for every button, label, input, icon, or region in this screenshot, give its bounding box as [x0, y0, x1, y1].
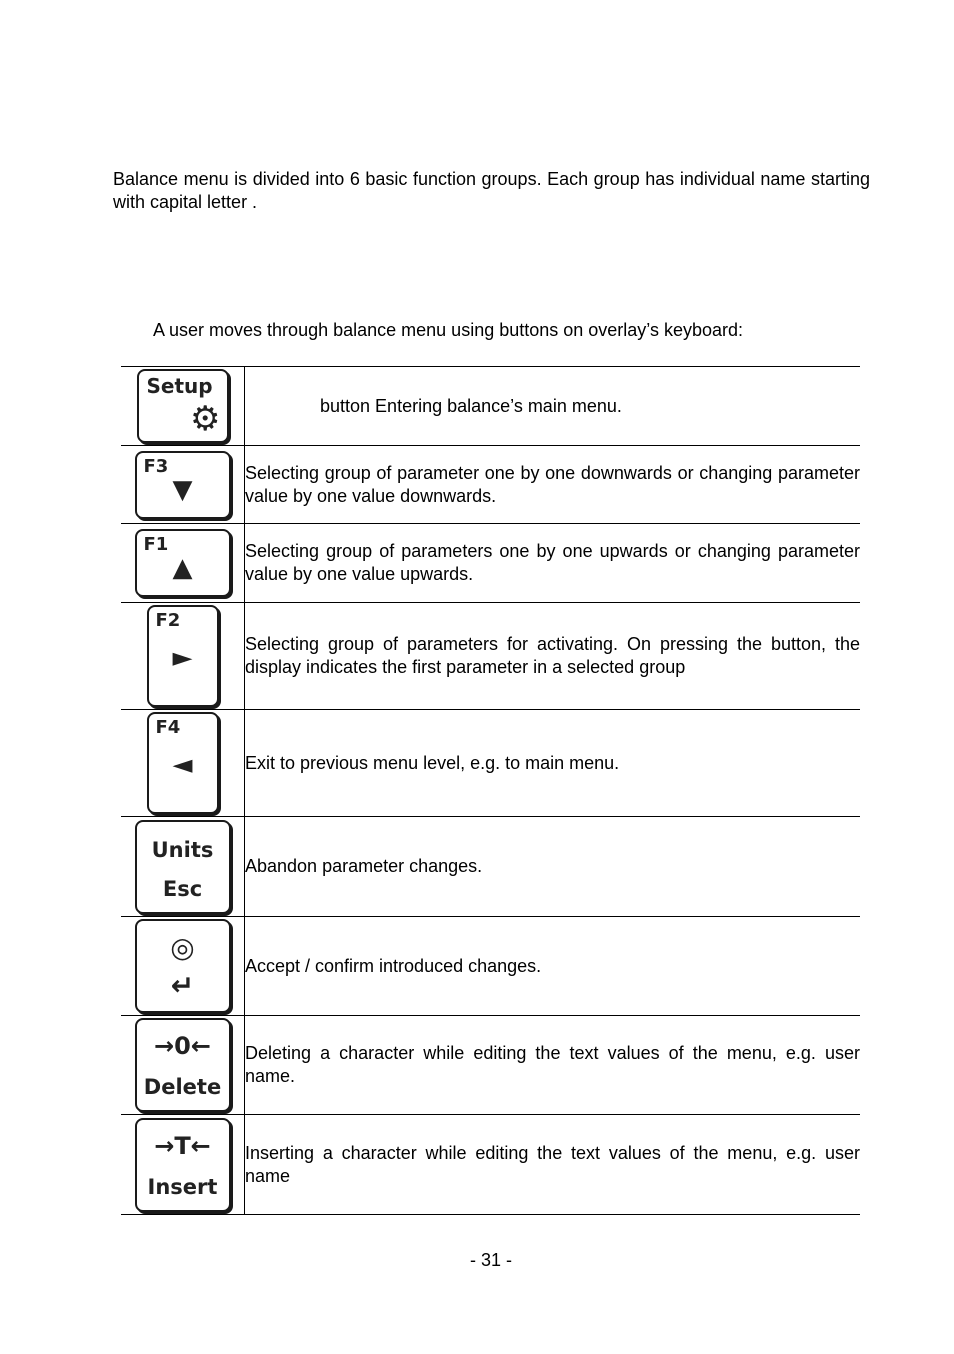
units-esc-key-icon: Units Esc: [135, 820, 231, 914]
keyboard-buttons-table: [121, 366, 860, 1215]
table-row: [121, 1115, 860, 1215]
arrow-down-icon: ▼: [172, 474, 193, 505]
table-row: [121, 710, 860, 817]
tare-insert-key-icon: →T← Insert: [135, 1118, 231, 1212]
enter-arrow-icon: ↵: [170, 969, 195, 1002]
f1-description: Selecting group of parameters one by one upwards or changing parameter value by one value upwards.: [245, 524, 861, 603]
setup-key-icon: Setup ⚙: [137, 369, 229, 443]
table-row: [121, 817, 860, 917]
gear-icon: ⚙: [190, 399, 221, 439]
f2-description: Selecting group of parameters for activating. On pressing the button, the display indicates the first parameter in a selected group: [245, 603, 861, 710]
f2-key-icon: F2 ►: [147, 605, 219, 707]
enter-key-icon: [135, 919, 231, 1013]
delete-description: Deleting a character while editing the text values of the menu, e.g. user name.: [245, 1016, 861, 1115]
f4-description: Exit to previous menu level, e.g. to main menu.: [245, 710, 861, 817]
setup-description: button Entering balance’s main menu.: [245, 367, 861, 446]
table-row: [121, 603, 860, 710]
f3-description: Selecting group of parameter one by one downwards or changing parameter value by one value downwards.: [245, 446, 861, 524]
arrow-left-icon: ◄: [172, 750, 193, 780]
f1-key-icon: F1 ▲: [135, 529, 231, 597]
page-number: - 31 -: [469, 1250, 512, 1270]
f4-key-icon: F4 ◄: [147, 712, 219, 814]
arrow-up-icon: ▲: [172, 553, 193, 583]
intro-paragraph: Balance menu is divided into 6 basic function groups. Each group has individual name starting with capital letter .: [113, 169, 870, 212]
table-row: [121, 446, 860, 524]
zero-icon: →0←: [154, 1032, 211, 1060]
f3-key-icon: F3 ▼: [135, 451, 231, 519]
table-row: [121, 917, 860, 1016]
insert-description: Inserting a character while editing the text values of the menu, e.g. user name: [245, 1115, 861, 1215]
arrow-right-icon: ►: [172, 643, 193, 673]
target-icon: ◎: [170, 931, 195, 964]
tare-icon: →T←: [154, 1131, 211, 1160]
table-row: [121, 1016, 860, 1115]
table-row: [121, 367, 860, 446]
keyboard-intro: A user moves through balance menu using buttons on overlay’s keyboard:: [153, 320, 744, 340]
enter-description: Accept / confirm introduced changes.: [245, 917, 861, 1016]
zero-delete-key-icon: →0← Delete: [135, 1018, 231, 1112]
table-row: [121, 524, 860, 603]
esc-description: Abandon parameter changes.: [245, 817, 861, 917]
